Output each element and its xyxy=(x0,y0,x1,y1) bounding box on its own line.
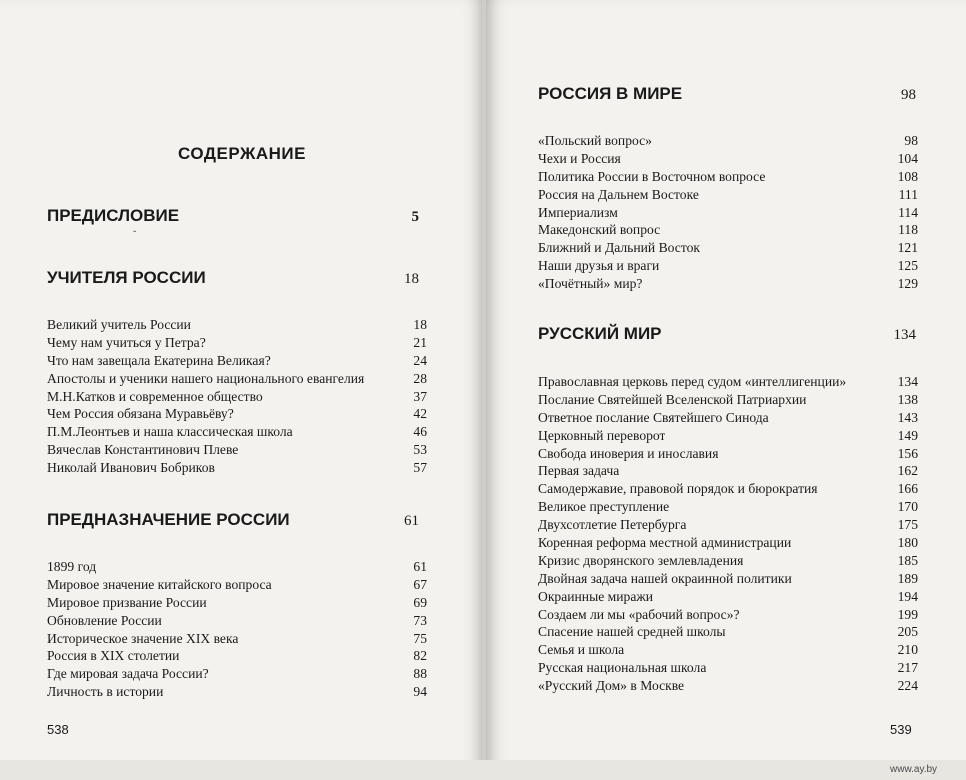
toc-entry xyxy=(538,641,918,659)
toc-entry xyxy=(538,221,918,239)
print-mark: ˇ xyxy=(133,230,137,241)
toc-entry xyxy=(538,168,918,186)
toc-title: СОДЕРЖАНИЕ xyxy=(178,144,306,163)
toc-entry-page: 205 xyxy=(897,624,918,640)
toc-entry-title: Россия на Дальнем Востоке xyxy=(538,186,699,202)
toc-entry xyxy=(47,370,427,388)
page-number-left: 538 xyxy=(47,722,69,737)
toc-entry-page: 156 xyxy=(897,445,918,461)
toc-entry-page: 46 xyxy=(413,424,427,440)
toc-entry xyxy=(47,558,427,576)
toc-entry xyxy=(538,534,918,552)
toc-entry-title: Ближний и Дальний Восток xyxy=(538,240,701,256)
toc-entry-page: 69 xyxy=(413,594,427,610)
toc-entry-title: Что нам завещала Екатерина Великая? xyxy=(47,352,271,368)
toc-entry-title: Где мировая задача России? xyxy=(47,666,209,682)
toc-entry-page: 185 xyxy=(897,552,918,568)
scan-background xyxy=(0,760,966,780)
toc-entry-title: Николай Иванович Бобриков xyxy=(47,460,215,476)
page-number-right: 539 xyxy=(890,722,912,737)
toc-entry-page: 75 xyxy=(413,630,427,646)
toc-entry xyxy=(47,665,427,683)
section-title: ПРЕДНАЗНАЧЕНИЕ РОССИИ xyxy=(47,510,290,529)
toc-list-destiny xyxy=(47,558,427,701)
toc-entry xyxy=(47,594,427,612)
section-page: 61 xyxy=(404,513,419,529)
toc-entry xyxy=(538,186,918,204)
toc-entry-page: 42 xyxy=(413,406,427,422)
toc-entry xyxy=(538,275,918,293)
toc-entry xyxy=(47,405,427,423)
toc-entry-page: 111 xyxy=(898,186,918,202)
toc-entry-title: Россия в XIX столетии xyxy=(47,648,180,664)
toc-entry xyxy=(538,409,918,427)
watermark-text: www.ay.by xyxy=(890,764,938,775)
toc-entry-page: 57 xyxy=(413,460,427,476)
toc-entry xyxy=(47,612,427,630)
toc-entry-title: Семья и школа xyxy=(538,642,625,658)
section-page: 98 xyxy=(901,87,916,103)
toc-entry-title: Великое преступление xyxy=(538,499,670,515)
section-title: УЧИТЕЛЯ РОССИИ xyxy=(47,268,206,287)
toc-entry-page: 61 xyxy=(413,559,427,574)
toc-entry-page: 199 xyxy=(897,606,918,622)
toc-entry-title: Свобода иноверия и инославия xyxy=(538,445,719,461)
toc-entry xyxy=(538,570,918,588)
toc-entry-page: 108 xyxy=(897,168,918,184)
toc-entry-title: 1899 год xyxy=(47,559,97,574)
toc-entry-page: 134 xyxy=(897,374,918,389)
toc-entry-page: 53 xyxy=(413,442,427,458)
toc-entry-title: Первая задача xyxy=(538,463,620,479)
toc-entry-title: Апостолы и ученики нашего национального евангелия xyxy=(47,370,365,386)
toc-entry xyxy=(47,316,427,334)
section-heading-teachers xyxy=(47,268,419,288)
toc-entry-page: 149 xyxy=(897,427,918,443)
toc-entry-page: 82 xyxy=(413,648,427,664)
toc-entry-page: 121 xyxy=(897,240,918,256)
section-page: 18 xyxy=(404,271,419,287)
toc-entry-title: Обновление России xyxy=(47,612,162,628)
toc-entry xyxy=(47,683,427,701)
toc-entry-page: 125 xyxy=(897,258,918,274)
toc-entry xyxy=(538,606,918,624)
toc-entry-title: «Русский Дом» в Москве xyxy=(538,678,685,694)
toc-entry xyxy=(538,623,918,641)
toc-entry-page: 28 xyxy=(413,370,427,386)
section-heading-russia-world xyxy=(538,84,916,104)
toc-entry xyxy=(538,516,918,534)
toc-entry-title: Политика России в Восточном вопросе xyxy=(538,168,766,184)
toc-entry xyxy=(538,445,918,463)
toc-entry xyxy=(538,427,918,445)
toc-entry-page: 217 xyxy=(897,660,918,676)
toc-entry-title: Спасение нашей средней школы xyxy=(538,624,726,640)
toc-entry-title: Чем Россия обязана Муравьёву? xyxy=(47,406,234,422)
toc-entry-title: Коренная реформа местной администрации xyxy=(538,535,792,551)
toc-entry xyxy=(538,391,918,409)
toc-entry-page: 210 xyxy=(897,642,918,658)
toc-entry-page: 175 xyxy=(897,517,918,533)
toc-entry-page: 37 xyxy=(413,388,427,404)
toc-entry-title: Великий учитель России xyxy=(47,317,191,332)
toc-entry-title: Окраинные миражи xyxy=(538,588,654,604)
toc-list-teachers xyxy=(47,316,427,477)
toc-entry-title: Русская национальная школа xyxy=(538,660,707,676)
toc-list-russian-world xyxy=(538,373,918,695)
toc-entry-title: Двухсотлетие Петербурга xyxy=(538,517,687,533)
section-title: РОССИЯ В МИРЕ xyxy=(538,84,683,103)
toc-entry-page: 166 xyxy=(897,481,918,497)
toc-entry xyxy=(47,630,427,648)
toc-entry-title: Чему нам учиться у Петра? xyxy=(47,334,206,350)
toc-entry-title: Двойная задача нашей окраинной политики xyxy=(538,570,792,586)
toc-entry-page: 73 xyxy=(413,612,427,628)
toc-entry-page: 189 xyxy=(897,570,918,586)
toc-entry-page: 162 xyxy=(897,463,918,479)
section-heading-russian-world xyxy=(538,324,916,344)
toc-entry xyxy=(47,576,427,594)
toc-entry-title: М.Н.Катков и современное общество xyxy=(47,388,263,404)
toc-entry xyxy=(47,459,427,477)
toc-entry xyxy=(538,239,918,257)
toc-entry-title: Кризис дворянского землевладения xyxy=(538,552,744,568)
toc-entry xyxy=(538,150,918,168)
toc-entry-title: Создаем ли мы «рабочий вопрос»? xyxy=(538,606,740,622)
toc-entry-page: 24 xyxy=(413,352,427,368)
toc-entry xyxy=(538,373,918,391)
toc-entry-title: Мировое призвание России xyxy=(47,594,207,610)
toc-entry-page: 98 xyxy=(904,133,918,148)
toc-entry-title: П.М.Леонтьев и наша классическая школа xyxy=(47,424,293,440)
toc-entry xyxy=(538,677,918,695)
toc-entry xyxy=(538,462,918,480)
toc-entry xyxy=(47,388,427,406)
toc-entry xyxy=(538,204,918,222)
toc-entry-title: Церковный переворот xyxy=(538,427,666,443)
section-title: ПРЕДИСЛОВИЕ xyxy=(47,206,180,225)
toc-entry xyxy=(538,132,918,150)
toc-entry-page: 143 xyxy=(897,409,918,425)
toc-entry-page: 88 xyxy=(413,666,427,682)
toc-entry-page: 170 xyxy=(897,499,918,515)
toc-entry-title: Личность в истории xyxy=(47,684,164,700)
toc-list-russia-world xyxy=(538,132,918,293)
toc-entry-title: «Почётный» мир? xyxy=(538,276,643,292)
section-page: 5 xyxy=(411,209,419,225)
toc-entry-page: 118 xyxy=(898,222,918,238)
toc-entry-title: Послание Святейшей Вселенской Патриархии xyxy=(538,391,807,407)
toc-entry xyxy=(538,257,918,275)
toc-entry xyxy=(47,647,427,665)
toc-entry-page: 94 xyxy=(413,684,427,700)
section-page: 134 xyxy=(893,327,916,343)
toc-entry xyxy=(538,659,918,677)
section-heading-destiny xyxy=(47,510,419,530)
toc-entry-title: «Польский вопрос» xyxy=(538,133,652,148)
toc-entry xyxy=(47,334,427,352)
toc-entry-page: 104 xyxy=(897,150,918,166)
toc-entry-page: 180 xyxy=(897,535,918,551)
toc-entry-title: Наши друзья и враги xyxy=(538,258,660,274)
toc-entry-page: 21 xyxy=(413,334,427,350)
toc-entry-title: Македонский вопрос xyxy=(538,222,661,238)
toc-entry-title: Империализм xyxy=(538,204,618,220)
section-title: РУССКИЙ МИР xyxy=(538,324,662,343)
toc-entry xyxy=(538,552,918,570)
toc-entry-title: Православная церковь перед судом «интеллигенции» xyxy=(538,374,847,389)
section-heading-preface xyxy=(47,206,419,226)
toc-entry-page: 67 xyxy=(413,576,427,592)
toc-entry-title: Ответное послание Святейшего Синода xyxy=(538,409,769,425)
toc-entry-title: Чехи и Россия xyxy=(538,150,621,166)
toc-entry-title: Историческое значение XIX века xyxy=(47,630,239,646)
toc-entry-page: 129 xyxy=(897,276,918,292)
toc-entry xyxy=(538,588,918,606)
toc-entry-title: Самодержавие, правовой порядок и бюрократия xyxy=(538,481,818,497)
toc-entry xyxy=(47,441,427,459)
toc-entry-title: Мировое значение китайского вопроса xyxy=(47,576,272,592)
toc-entry-page: 18 xyxy=(413,317,427,332)
toc-entry-title: Вячеслав Константинович Плеве xyxy=(47,442,239,458)
toc-entry xyxy=(47,423,427,441)
toc-entry xyxy=(538,498,918,516)
toc-entry-page: 194 xyxy=(897,588,918,604)
toc-entry-page: 138 xyxy=(897,391,918,407)
toc-entry-page: 114 xyxy=(898,204,918,220)
toc-entry-page: 224 xyxy=(897,678,918,694)
toc-entry xyxy=(47,352,427,370)
toc-entry xyxy=(538,480,918,498)
